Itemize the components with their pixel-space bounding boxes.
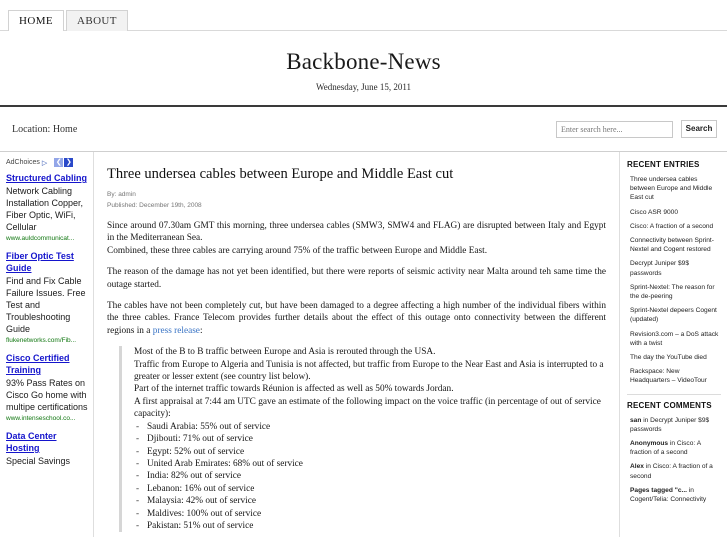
triangle-right-icon[interactable]: ▷ — [41, 158, 48, 167]
ad-body: Special Savings — [6, 456, 71, 466]
quote-line: A first appraisal at 7:44 am UTC gave an estimate of the following impact on the voice traffic (in percentage of out of service capacity): — [134, 396, 601, 420]
list-item[interactable]: Cisco: A fraction of a second — [630, 222, 714, 230]
list-item: - Maldives: 100% out of service — [134, 508, 606, 520]
search-button[interactable]: Search — [681, 120, 717, 138]
article-paragraph-text: The cables have not been completely cut, but have been damaged to a degree affecting a high number of the individual fibers within the three cables. France Telecom provides further details about the effect of this outage onto connectivity between the different regions in a — [107, 301, 606, 336]
ad-body: 93% Pass Rates on Cisco Go home with multipe certifications — [6, 378, 88, 412]
quote-line: Traffic from Europe to Algeria and Tunisia is not affected, but traffic from Europe to the Near East and Asia is interrupted to a greater or lesser extent (see country list below). — [134, 359, 604, 383]
article-paragraph-line: Combined, these three cables are carrying around 75% of the traffic between Europe and Middle East. — [107, 245, 488, 256]
list-item[interactable]: Connectivity between Sprint-Nextel and Cogent restored — [630, 237, 714, 254]
list-item[interactable]: Decrypt Juniper $9$ passwords — [630, 260, 690, 277]
masthead — [0, 31, 727, 107]
ad-carousel-arrows — [53, 158, 73, 167]
right-sidebar — [620, 152, 727, 537]
list-item: - Malaysia: 42% out of service — [134, 495, 606, 507]
list-item: - Pakistan: 51% out of service — [134, 520, 606, 532]
comment-author: Anonymous — [630, 440, 669, 448]
list-item[interactable] — [630, 462, 721, 480]
article-title: Three undersea cables between Europe and Middle East cut — [107, 166, 454, 182]
article-body — [107, 220, 606, 532]
ad-item[interactable] — [6, 430, 88, 467]
list-item: - Djibouti: 71% out of service — [134, 433, 606, 445]
article-paragraph: The reason of the damage has not yet been identified, but there were reports of seismic activity near Malta around teh same time the outage started. — [107, 267, 606, 290]
ad-item[interactable] — [6, 352, 88, 423]
search-area — [556, 120, 717, 138]
ads-sidebar — [0, 152, 94, 537]
recent-entries-heading: RECENT ENTRIES — [627, 160, 700, 169]
recent-comments-list — [627, 416, 721, 505]
ad-body: Find and Fix Cable Failure Issues. Free Test and Troubleshooting Guide — [6, 276, 86, 334]
article-paragraph-line: Since around 07.30am GMT this morning, three undersea cables (SMW3, SMW4 and FLAG) are disrupted between Italy and Egypt in the Mediterranean Sea. — [107, 221, 606, 244]
site-date: Wednesday, June 15, 2011 — [315, 82, 412, 92]
article-column — [94, 152, 620, 537]
utility-bar — [0, 107, 727, 152]
list-item: - Saudi Arabia: 55% out of service — [134, 421, 606, 433]
recent-comments-heading: RECENT COMMENTS — [627, 400, 712, 410]
list-item[interactable]: Sprint-Nextel depeers Cogent (updated) — [630, 307, 717, 324]
list-item: - United Arab Emirates: 68% out of service — [134, 458, 606, 470]
list-item[interactable] — [630, 439, 721, 457]
article-paragraph-text: : — [199, 325, 203, 336]
recent-entries-list — [627, 175, 721, 386]
ad-item[interactable] — [6, 250, 88, 345]
comment-author: Pages tagged "c... — [630, 486, 687, 494]
list-item[interactable] — [630, 416, 721, 434]
ad-url: www.auldcommunicat... — [6, 235, 75, 242]
quote-line: Most of the B to B traffic between Europe and Asia is rerouted through the USA. — [134, 347, 436, 358]
article-blockquote — [119, 346, 606, 532]
comment-context: in Cogent/Telia: Connectivity — [630, 486, 707, 504]
ad-next-arrow-icon[interactable]: ❯ — [65, 159, 72, 166]
ad-title-link[interactable]: Structured Cabling — [6, 173, 88, 183]
article-paragraph — [107, 300, 606, 337]
list-item[interactable]: Revision3.com – a DoS attack with a twist — [630, 330, 719, 347]
quote-line: Part of the internet traffic towards Réunion is affected as well as 50% towards Jordan. — [134, 384, 454, 395]
ad-title-link[interactable]: Cisco Certified Training — [6, 353, 70, 375]
country-outage-list — [134, 421, 606, 533]
ad-item[interactable] — [6, 172, 88, 243]
ad-title-link[interactable]: Data Center Hosting — [6, 431, 57, 453]
comment-author: san — [630, 416, 642, 424]
search-input[interactable] — [556, 121, 673, 138]
site-title: Backbone-News — [286, 49, 441, 74]
list-item[interactable]: Sprint-Nextel: The reason for the de-peering — [630, 283, 715, 301]
press-release-link[interactable]: press release — [152, 325, 200, 336]
list-item: - Egypt: 52% out of service — [134, 446, 606, 458]
comment-author: Alex — [630, 463, 644, 471]
adchoices-row — [6, 158, 88, 167]
page-columns — [0, 152, 727, 537]
list-item: - Lebanon: 16% out of service — [134, 483, 606, 495]
list-item[interactable]: Rackspace: New Headquarters – VideoTour — [630, 368, 707, 385]
ad-url: www.intenseschool.co... — [6, 415, 76, 422]
list-item[interactable]: Three undersea cables between Europe and Middle East cut — [630, 176, 713, 202]
list-item: - India: 82% out of service — [134, 470, 606, 482]
sidebar-divider — [627, 394, 721, 395]
primary-nav — [0, 0, 727, 31]
ad-url: flukenetworks.com/Fib... — [6, 337, 77, 344]
article-author: By: admin — [107, 191, 136, 198]
breadcrumb: Location: Home — [12, 123, 78, 135]
article-paragraph — [107, 220, 606, 257]
nav-tab-about[interactable]: ABOUT — [66, 10, 128, 31]
ad-title-link[interactable]: Fiber Optic Test Guide — [6, 251, 74, 273]
ad-prev-arrow-icon[interactable]: ❮ — [55, 159, 62, 166]
list-item[interactable] — [630, 486, 721, 504]
comment-context: in Cisco: A fraction of a second — [630, 440, 701, 457]
list-item[interactable]: Cisco ASR 9000 — [630, 208, 679, 216]
list-item[interactable]: The day the YouTube died — [630, 354, 707, 362]
ad-body: Network Cabling Installation Copper, Fiber Optic, WiFi, Cellular — [6, 186, 84, 232]
adchoices-label: AdChoices — [6, 159, 40, 166]
nav-tab-home[interactable]: HOME — [8, 10, 64, 31]
article-published-date: Published: December 19th, 2008 — [107, 202, 202, 209]
comment-context: in Decrypt Juniper $9$ passwords — [630, 416, 710, 433]
comment-context: in Cisco: A fraction of a second — [630, 463, 713, 480]
